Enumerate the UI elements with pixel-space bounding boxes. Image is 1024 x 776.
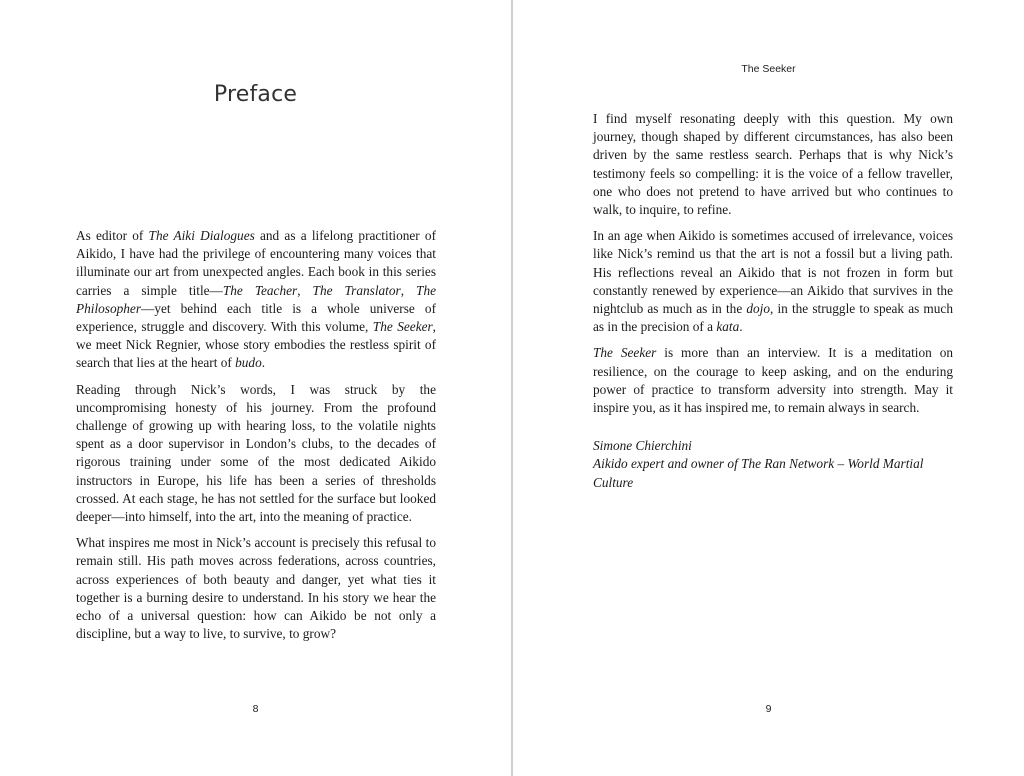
- text-run: Reading through Nick’s words, I was struck by the uncompromising honesty of his journey. From the profound challenge of growing up with hearing loss, to the volatile nights spent as a door supervisor in London’s clubs, to the decades of rigorous training under some of the most dedicated Aikido instructors in Europe, his life has been a series of thresholds crossed. At each stage, he has not settled for the surface but looked deeper—into himself, into the art, into the meaning of practice.: [76, 381, 436, 525]
- body-paragraph: [76, 534, 436, 643]
- text-run: In an age when Aikido is sometimes accused of irrelevance, voices like Nick’s remind us that the art is not a fossil but a living path. His reflections reveal an Aikido that is not frozen in form but constantly renewed by experience—an Aikido that survives in the nightclub as much as in the: [593, 228, 953, 317]
- text-run: and as a lifelong practitioner of Aikido, I have had the privilege of encountering many voices that illuminate our art from unexpected angles. Each book in this series carries a simple title—: [76, 228, 437, 298]
- body-paragraph: [76, 227, 436, 373]
- text-run: ,: [297, 282, 313, 298]
- italic-text: dojo: [746, 301, 770, 317]
- body-paragraph: [76, 381, 436, 527]
- right-page-paragraphs: [593, 110, 953, 417]
- italic-text: The Teacher: [222, 282, 298, 298]
- body-paragraph: [593, 227, 953, 336]
- body-paragraph: [593, 344, 953, 417]
- signature-name: Simone Chierchini: [593, 438, 692, 454]
- italic-text: kata: [716, 319, 740, 335]
- text-run: .: [261, 355, 266, 371]
- text-run: is more than an interview. It is a meditation on resilience, on the courage to keep asking, and on the enduring power of practice to transform adversity into strength. May it inspire you, as it has inspired me, to remain always in search.: [593, 345, 954, 416]
- text-run: , in the struggle to speak as much as in the precision of a: [593, 301, 953, 335]
- text-run: —yet behind each title is a whole universe of experience, struggle and discovery. With this volume,: [76, 300, 436, 335]
- right-page: [513, 0, 1024, 776]
- italic-text: The Seeker: [372, 319, 433, 335]
- text-run: I find myself resonating deeply with this question. My own journey, though shaped by different circumstances, has also been driven by the same restless search. Perhaps that is why Nick’s testimony feels so compelling: it is the voice of a fellow traveller, one who does not pretend to have arrived but who continues to walk, to inquire, to refine.: [593, 111, 953, 218]
- signature-block: [593, 437, 953, 492]
- running-head: The Seeker: [741, 63, 796, 75]
- chapter-title: Preface: [213, 82, 298, 107]
- text-run: As editor of: [76, 228, 149, 243]
- italic-text: The Translator: [312, 282, 401, 298]
- italic-text: budo: [235, 355, 262, 371]
- left-page: [0, 0, 511, 776]
- left-page-body: [76, 227, 436, 651]
- text-run: ,: [400, 282, 417, 298]
- italic-text: The Seeker: [593, 345, 657, 361]
- body-paragraph: [593, 110, 953, 219]
- italic-text: The Philosopher: [76, 282, 436, 316]
- signature-role: Aikido expert and owner of The Ran Network – World Martial Culture: [593, 456, 924, 490]
- right-page-number: 9: [765, 703, 772, 715]
- right-page-body: [593, 110, 953, 492]
- text-run: , we meet Nick Regnier, whose story embodies the restless spirit of search that lies at the heart of: [76, 319, 436, 371]
- italic-text: The Aiki Dialogues: [148, 228, 255, 243]
- text-run: .: [739, 319, 743, 335]
- left-page-number: 8: [252, 703, 259, 715]
- text-run: What inspires me most in Nick’s account is precisely this refusal to remain still. His path moves across federations, across countries, across experiences of both beauty and danger, yet what ties it together is a burning desire to understand. In his story we hear the echo of a universal question: how can Aikido be not only a discipline, but a way to live, to survive, to grow?: [76, 535, 436, 642]
